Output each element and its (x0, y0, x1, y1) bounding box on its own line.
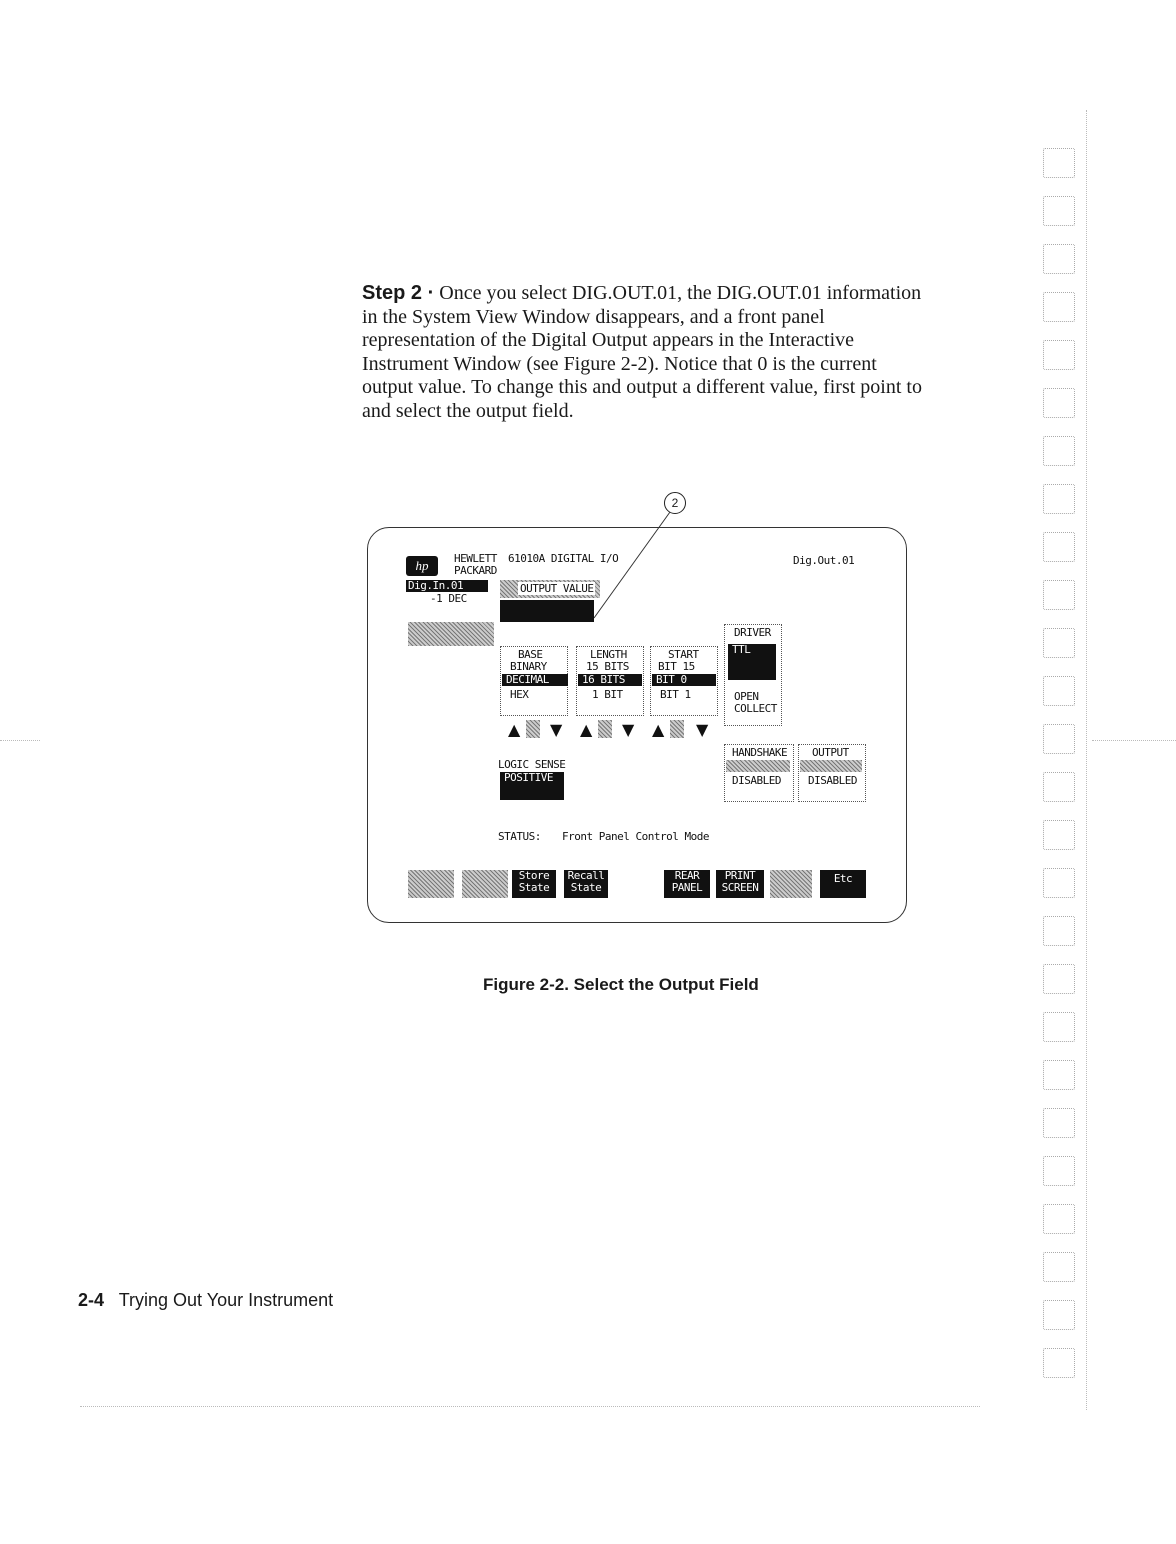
handshake-dither (726, 760, 790, 772)
binder-hole (1043, 148, 1075, 178)
binder-hole (1043, 772, 1075, 802)
binder-hole (1043, 580, 1075, 610)
binder-hole (1043, 1204, 1075, 1234)
step-text: Once you select DIG.OUT.01, the DIG.OUT.01 information in the System View Window disappears, and a front panel representation of the Digital Output appears in the Interactive Instrument Window (see Figure 2-2). Notice that 0 is the current output value. To change this and output a different value, first point to and select the output field. (362, 282, 922, 422)
length-arrow-dither (598, 720, 612, 738)
output-state[interactable]: DISABLED (808, 774, 857, 787)
binder-hole (1043, 532, 1075, 562)
binder-hole (1043, 196, 1075, 226)
rear-line-2: PANEL (671, 881, 703, 894)
print-screen-softkey[interactable] (716, 870, 764, 898)
status-label: STATUS: (498, 830, 541, 843)
softkey-blank-1[interactable] (408, 870, 454, 898)
start-label: START (668, 648, 699, 661)
driver-option-open[interactable]: OPEN (734, 690, 759, 703)
brand-line-1: HEWLETT (454, 552, 497, 565)
output-dither (800, 760, 862, 772)
start-down-arrow-icon[interactable]: ▼ (696, 720, 709, 739)
softkey-blank-2[interactable] (462, 870, 508, 898)
logic-sense-label: LOGIC SENSE (498, 758, 566, 771)
binder-hole (1043, 244, 1075, 274)
rear-line-1: REAR (674, 869, 700, 882)
scan-artifact-right (1092, 740, 1176, 741)
binder-hole (1043, 436, 1075, 466)
binder-hole (1043, 484, 1075, 514)
length-label: LENGTH (590, 648, 627, 661)
base-label: BASE (518, 648, 543, 661)
hp-logo: hp (406, 556, 438, 576)
binder-hole (1043, 868, 1075, 898)
output-value-field[interactable] (500, 600, 594, 622)
handshake-value[interactable]: DISABLED (732, 774, 781, 787)
binder-hole (1043, 1012, 1075, 1042)
binder-hole (1043, 724, 1075, 754)
binder-hole (1043, 1348, 1075, 1378)
start-arrow-dither (670, 720, 684, 738)
length-option-16[interactable]: 16 BITS (578, 674, 642, 686)
binder-hole (1043, 1252, 1075, 1282)
scan-artifact-left (0, 740, 40, 741)
length-down-arrow-icon[interactable]: ▼ (622, 720, 635, 739)
figure-caption: Figure 2-2. Select the Output Field (483, 975, 759, 994)
recall-state-softkey[interactable] (564, 870, 608, 898)
base-option-hex[interactable]: HEX (510, 688, 529, 701)
store-state-softkey[interactable] (512, 870, 556, 898)
binder-hole (1043, 1300, 1075, 1330)
binder-edge-line (1086, 110, 1087, 1410)
status-text: Front Panel Control Mode (562, 830, 709, 843)
base-down-arrow-icon[interactable]: ▼ (550, 720, 563, 739)
store-line-1: Store (518, 869, 550, 882)
softkey-blank-3[interactable] (770, 870, 812, 898)
length-option-15[interactable]: 15 BITS (586, 660, 629, 673)
recall-line-1: Recall (567, 869, 605, 882)
length-option-1[interactable]: 1 BIT (592, 688, 623, 701)
page-number: 2-4 (78, 1290, 105, 1310)
binder-hole (1043, 1060, 1075, 1090)
handshake-label: HANDSHAKE (732, 746, 788, 759)
rear-panel-softkey[interactable] (664, 870, 710, 898)
store-line-2: State (518, 881, 550, 894)
length-up-arrow-icon[interactable]: ▲ (580, 720, 593, 739)
driver-option-collect[interactable]: COLLECT (734, 702, 777, 715)
binder-hole (1043, 820, 1075, 850)
driver-label: DRIVER (734, 626, 771, 639)
instrument-id: Dig.Out.01 (793, 554, 855, 567)
recall-line-2: State (570, 881, 602, 894)
section-title: Trying Out Your Instrument (118, 1290, 334, 1310)
driver-option-ttl[interactable]: TTL (728, 644, 776, 680)
output-label: OUTPUT (812, 746, 849, 759)
binder-hole (1043, 628, 1075, 658)
binder-hole (1043, 1108, 1075, 1138)
instrument-title: 61010A DIGITAL I/O (508, 552, 619, 565)
scan-artifact-bottom (80, 1406, 980, 1407)
base-up-arrow-icon[interactable]: ▲ (508, 720, 521, 739)
binder-hole (1043, 1156, 1075, 1186)
binder-hole (1043, 964, 1075, 994)
channel-value: -1 DEC (430, 592, 467, 605)
binder-hole (1043, 388, 1075, 418)
print-line-2: SCREEN (721, 881, 759, 894)
channel-selector[interactable]: Dig.In.01 (406, 580, 488, 592)
base-arrow-dither (526, 720, 540, 738)
brand-line-2: PACKARD (454, 564, 497, 577)
binder-hole (1043, 340, 1075, 370)
step-label: Step 2 · (362, 282, 435, 304)
etc-softkey[interactable]: Etc (820, 870, 866, 898)
start-option-bit1[interactable]: BIT 1 (660, 688, 691, 701)
binder-hole (1043, 676, 1075, 706)
callout-marker: 2 (664, 492, 686, 514)
page-footer (78, 1290, 333, 1311)
binder-hole (1043, 916, 1075, 946)
channel-dither-block (408, 622, 494, 646)
binder-hole (1043, 292, 1075, 322)
start-option-bit15[interactable]: BIT 15 (658, 660, 695, 673)
base-option-decimal[interactable]: DECIMAL (502, 674, 568, 686)
print-line-1: PRINT (724, 869, 756, 882)
start-option-bit0[interactable]: BIT 0 (652, 674, 716, 686)
instrument-screen (367, 527, 907, 923)
output-value-label: OUTPUT VALUE (520, 582, 594, 595)
logic-sense-value[interactable]: POSITIVE (500, 772, 564, 800)
start-up-arrow-icon[interactable]: ▲ (652, 720, 665, 739)
base-option-binary[interactable]: BINARY (510, 660, 547, 673)
